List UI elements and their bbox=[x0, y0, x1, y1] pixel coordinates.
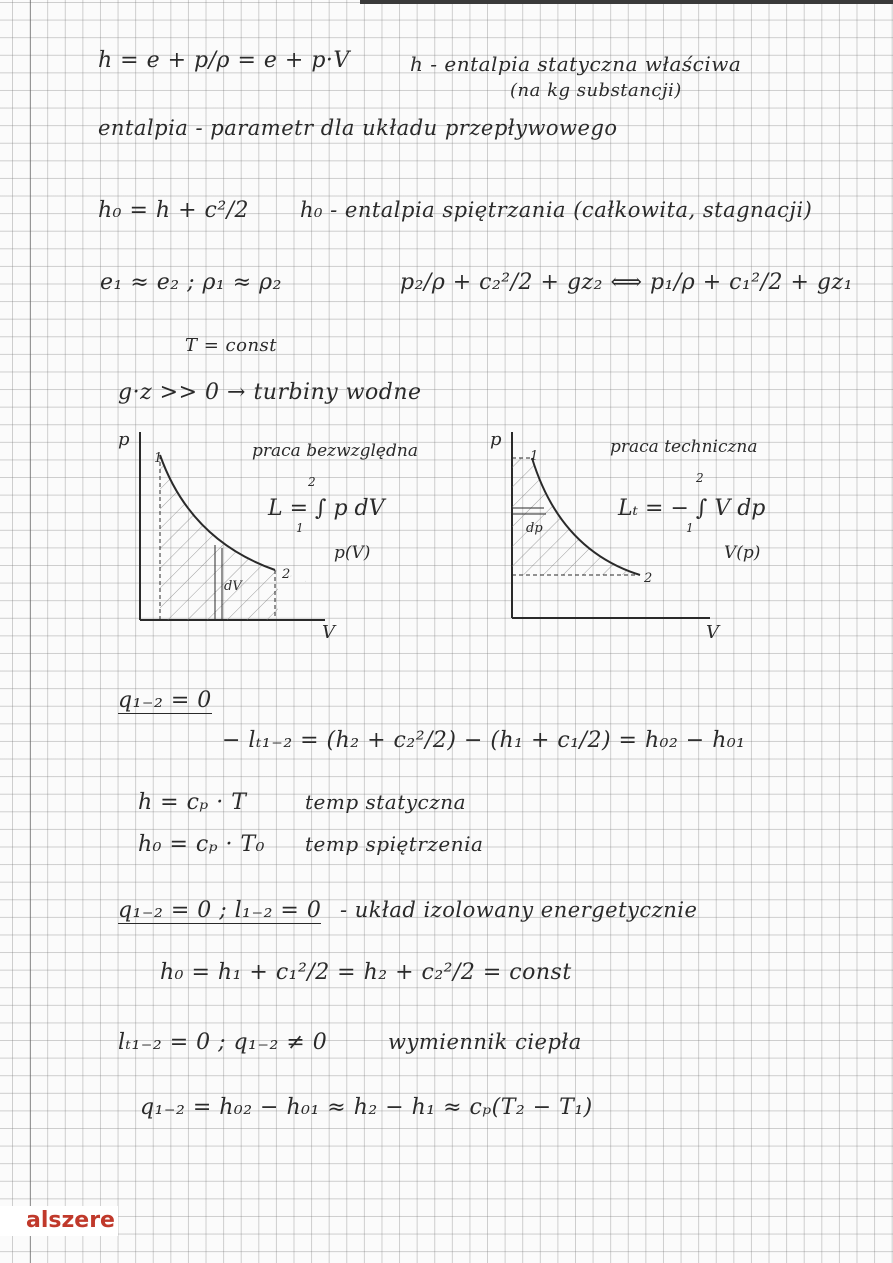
integral-upper-limit: 2 bbox=[308, 475, 316, 489]
static-temp-equation: h = cₚ · T bbox=[138, 790, 247, 815]
point-2-label: 2 bbox=[282, 567, 291, 582]
watermark: alszere bbox=[0, 1206, 118, 1236]
assumption-left: e₁ ≈ e₂ ; ρ₁ ≈ ρ₂ bbox=[100, 270, 282, 295]
static-temp-label: temp statyczna bbox=[305, 790, 467, 814]
stagnation-label: h₀ - entalpia spiętrzania (całkowita, stagnacji) bbox=[300, 198, 813, 222]
isothermal-note: T = const bbox=[185, 335, 278, 356]
integral-lower-limit: 1 bbox=[296, 521, 304, 535]
stagnation-temp-equation: h₀ = cₚ · T₀ bbox=[138, 832, 265, 857]
x-axis-label: V bbox=[322, 622, 335, 643]
technical-work-title: praca techniczna bbox=[610, 437, 758, 457]
enthalpy-definition: entalpia - parametr dla układu przepływowego bbox=[98, 116, 618, 140]
heat-exchanger-label: wymiennik ciepła bbox=[388, 1030, 582, 1054]
stagnation-equation: h₀ = h + c²/2 bbox=[98, 198, 250, 223]
technical-work-formula: Lₜ = − ∫ V dp bbox=[618, 496, 766, 521]
pv-function: p(V) bbox=[334, 543, 371, 563]
turbine-note: g·z >> 0 → turbiny wodne bbox=[118, 380, 422, 405]
point-1-label: 1 bbox=[154, 451, 163, 466]
integral-upper-limit: 2 bbox=[696, 471, 704, 485]
y-axis-label: p bbox=[118, 429, 130, 450]
integral-lower-limit: 1 bbox=[686, 521, 694, 535]
x-axis-label: V bbox=[706, 622, 719, 643]
adiabatic-condition: q₁₋₂ = 0 bbox=[118, 688, 212, 713]
stagnation-temp-label: temp spiętrzenia bbox=[305, 832, 484, 856]
margin-line bbox=[30, 0, 31, 1263]
heat-exchanger-condition: lₜ₁₋₂ = 0 ; q₁₋₂ ≠ 0 bbox=[118, 1030, 328, 1055]
absolute-work-formula: L = ∫ p dV bbox=[268, 496, 385, 521]
enthalpy-equation: h = e + p/ρ = e + p·V bbox=[98, 48, 350, 73]
isolated-condition: q₁₋₂ = 0 ; l₁₋₂ = 0 bbox=[118, 898, 322, 923]
top-edge-shadow bbox=[360, 0, 893, 4]
technical-work-balance: − lₜ₁₋₂ = (h₂ + c₂²/2) − (h₁ + c₁/2) = h₀₂ − h₀₁ bbox=[222, 728, 746, 753]
point-2-label: 2 bbox=[644, 571, 653, 586]
dv-label: dV bbox=[224, 579, 242, 594]
point-1-label: 1 bbox=[530, 449, 539, 464]
enthalpy-label: h - entalpia statyczna właściwa bbox=[410, 52, 742, 76]
energy-conservation-equation: h₀ = h₁ + c₁²/2 = h₂ + c₂²/2 = const bbox=[160, 960, 572, 985]
absolute-work-title: praca bezwzględna bbox=[252, 441, 418, 461]
dp-label: dp bbox=[526, 521, 543, 536]
technical-work-diagram bbox=[480, 420, 840, 650]
vp-function: V(p) bbox=[724, 543, 761, 563]
heat-balance-equation: q₁₋₂ = h₀₂ − h₀₁ ≈ h₂ − h₁ ≈ cₚ(T₂ − T₁) bbox=[140, 1095, 593, 1120]
enthalpy-sublabel: (na kg substancji) bbox=[510, 80, 682, 101]
absolute-work-diagram bbox=[110, 420, 470, 650]
isolated-label: - układ izolowany energetycznie bbox=[340, 898, 698, 922]
bernoulli-equation: p₂/ρ + c₂²/2 + gz₂ ⟺ p₁/ρ + c₁²/2 + gz₁ bbox=[400, 270, 853, 295]
y-axis-label: p bbox=[490, 429, 502, 450]
